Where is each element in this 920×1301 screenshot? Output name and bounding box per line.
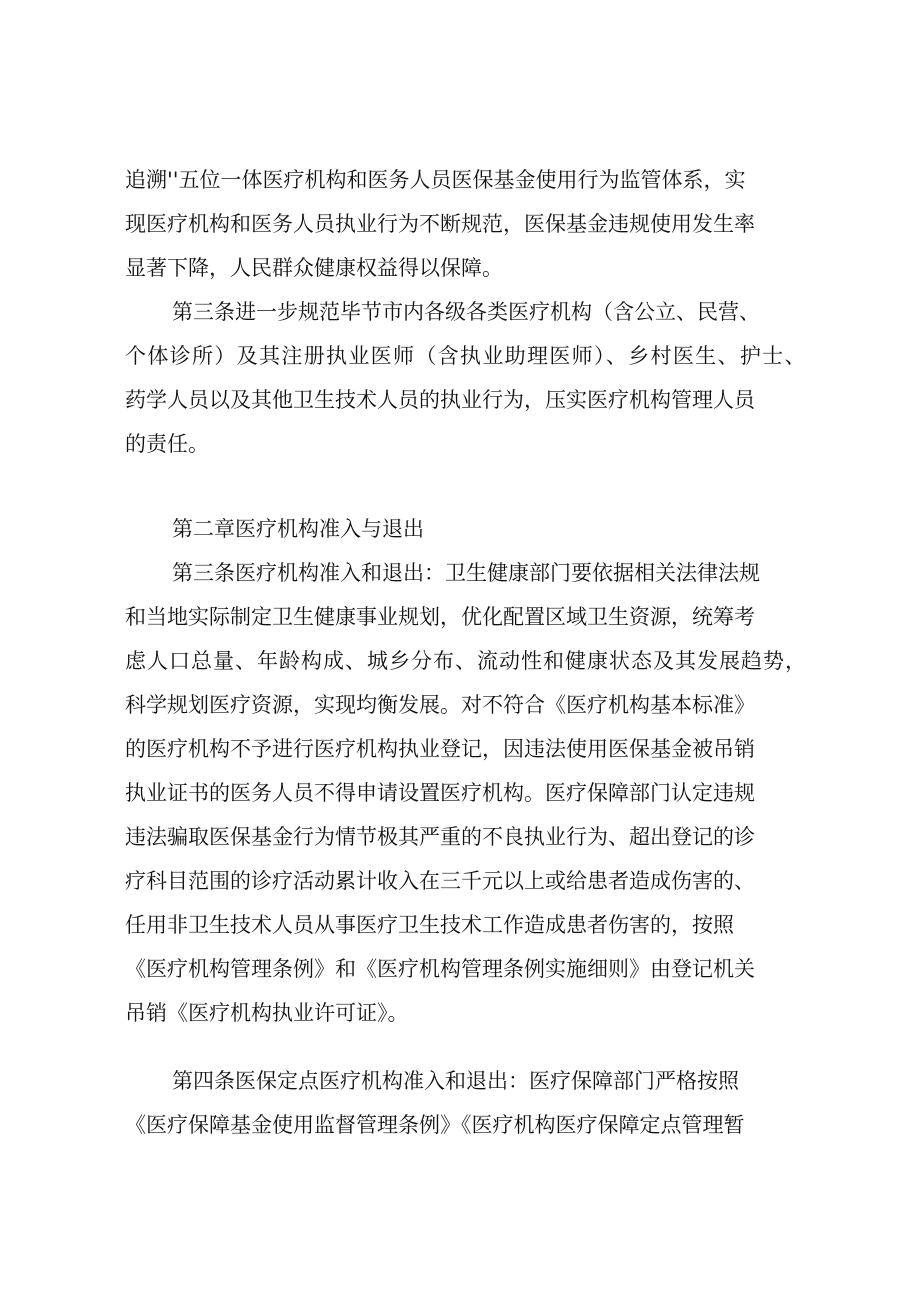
article-4-first-line: 第四条医保定点医疗机构准入和退出：医疗保障部门严格按照 bbox=[172, 1069, 739, 1093]
chapter-heading: 第二章医疗机构准入与退出 bbox=[172, 517, 424, 541]
body-line: 执业证书的医务人员不得申请设置医疗机构。医疗保障部门认定违规 bbox=[125, 781, 755, 805]
body-line: 《医疗保障基金使用监督管理条例》《医疗机构医疗保障定点管理暂 bbox=[125, 1113, 745, 1137]
body-line: 追溯''五位一体医疗机构和医务人员医保基金使用行为监管体系，实 bbox=[125, 168, 746, 192]
body-line: 任用非卫生技术人员从事医疗卫生技术工作造成患者伤害的，按照 bbox=[125, 913, 734, 937]
body-line: 的医疗机构不予进行医疗机构执业登记，因违法使用医保基金被吊销 bbox=[125, 737, 755, 761]
body-line: 虑人口总量、年龄构成、城乡分布、流动性和健康状态及其发展趋势， bbox=[125, 649, 807, 673]
body-line: 药学人员以及其他卫生技术人员的执业行为，压实医疗机构管理人员 bbox=[125, 388, 755, 412]
article-3-entry-first-line: 第三条医疗机构准入和退出：卫生健康部门要依据相关法律法规 bbox=[172, 561, 760, 585]
body-line: 现医疗机构和医务人员执业行为不断规范，医保基金违规使用发生率 bbox=[125, 212, 755, 236]
body-line: 个体诊所）及其注册执业医师（含执业助理医师）、乡村医生、护士、 bbox=[125, 344, 807, 368]
body-line: 《医疗机构管理条例》和《医疗机构管理条例实施细则》由登记机关 bbox=[125, 957, 755, 981]
body-line: 疗科目范围的诊疗活动累计收入在三千元以上或给患者造成伤害的、 bbox=[125, 869, 755, 893]
article-3-first-line: 第三条进一步规范毕节市内各级各类医疗机构（含公立、民营、 bbox=[172, 300, 760, 324]
body-line: 科学规划医疗资源，实现均衡发展。对不符合《医疗机构基本标准》 bbox=[125, 693, 755, 717]
body-line: 和当地实际制定卫生健康事业规划，优化配置区域卫生资源，统筹考 bbox=[125, 605, 755, 629]
body-line: 吊销《医疗机构执业许可证》。 bbox=[125, 1001, 409, 1025]
body-line: 的责任。 bbox=[125, 432, 209, 456]
body-line: 违法骗取医保基金行为情节极其严重的不良执业行为、超出登记的诊 bbox=[125, 825, 755, 849]
body-line: 显著下降，人民群众健康权益得以保障。 bbox=[125, 256, 503, 280]
